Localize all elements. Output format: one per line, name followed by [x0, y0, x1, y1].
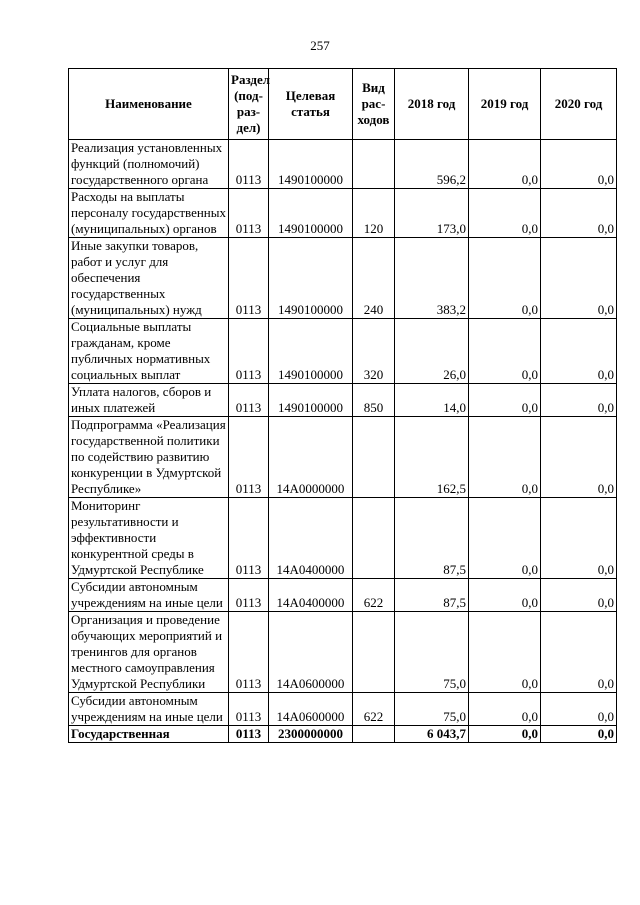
table-row [69, 498, 617, 579]
row-section: 0113 [229, 579, 269, 612]
row-2020: 0,0 [541, 612, 617, 693]
table-row [69, 238, 617, 319]
row-2018: 75,0 [395, 612, 469, 693]
row-2018: 383,2 [395, 238, 469, 319]
row-name: Подпрограмма «Реализация государственной политики по содействию развитию конкуренции в Удмуртской Республике» [69, 417, 229, 498]
table-row [69, 417, 617, 498]
row-name: Реализация установленных функций (полномочий) государственного органа [69, 140, 229, 189]
row-2019: 0,0 [469, 417, 541, 498]
row-name: Социальные выплаты гражданам, кроме публичных нормативных социальных выплат [69, 319, 229, 384]
row-2020: 0,0 [541, 498, 617, 579]
header-expense: Вид рас- ходов [353, 69, 395, 140]
header-2019: 2019 год [469, 69, 541, 140]
row-section: 0113 [229, 693, 269, 726]
row-name: Уплата налогов, сборов и иных платежей [69, 384, 229, 417]
row-2019: 0,0 [469, 612, 541, 693]
row-expense [353, 417, 395, 498]
row-target: 14А0000000 [269, 417, 353, 498]
row-expense: 622 [353, 579, 395, 612]
row-2020: 0,0 [541, 417, 617, 498]
table-row [69, 189, 617, 238]
row-target: 1490100000 [269, 189, 353, 238]
table-row [69, 612, 617, 693]
row-section: 0113 [229, 189, 269, 238]
row-target: 1490100000 [269, 319, 353, 384]
row-expense: 320 [353, 319, 395, 384]
row-2018: 87,5 [395, 498, 469, 579]
table-row [69, 384, 617, 417]
row-2020: 0,0 [541, 140, 617, 189]
row-2019: 0,0 [469, 238, 541, 319]
row-target: 14А0400000 [269, 498, 353, 579]
row-2019: 0,0 [469, 579, 541, 612]
row-2020: 0,0 [541, 579, 617, 612]
row-name: Расходы на выплаты персоналу государственных (муниципальных) органов [69, 189, 229, 238]
budget-table [68, 68, 617, 743]
total-2020: 0,0 [541, 726, 617, 743]
page-number: 257 [310, 38, 330, 53]
row-name: Мониторинг результативности и эффективности конкурентной среды в Удмуртской Республике [69, 498, 229, 579]
row-expense: 120 [353, 189, 395, 238]
row-2019: 0,0 [469, 693, 541, 726]
row-target: 14А0600000 [269, 693, 353, 726]
row-2018: 596,2 [395, 140, 469, 189]
table-row [69, 693, 617, 726]
row-name: Иные закупки товаров, работ и услуг для обеспечения государственных (муниципальных) нужд [69, 238, 229, 319]
row-target: 1490100000 [269, 238, 353, 319]
header-target: Целевая статья [269, 69, 353, 140]
row-expense: 240 [353, 238, 395, 319]
table-header-row [69, 69, 617, 140]
row-2019: 0,0 [469, 498, 541, 579]
row-2018: 173,0 [395, 189, 469, 238]
total-section: 0113 [229, 726, 269, 743]
total-name: Государственная [69, 726, 229, 743]
row-2018: 14,0 [395, 384, 469, 417]
header-name: Наименование [69, 69, 229, 140]
total-row [69, 726, 617, 743]
row-2018: 75,0 [395, 693, 469, 726]
row-2018: 26,0 [395, 319, 469, 384]
row-expense [353, 612, 395, 693]
row-2018: 162,5 [395, 417, 469, 498]
row-section: 0113 [229, 140, 269, 189]
header-2018: 2018 год [395, 69, 469, 140]
row-expense: 622 [353, 693, 395, 726]
row-target: 14А0400000 [269, 579, 353, 612]
row-name: Субсидии автономным учреждениям на иные цели [69, 579, 229, 612]
row-2019: 0,0 [469, 319, 541, 384]
row-target: 1490100000 [269, 140, 353, 189]
row-2020: 0,0 [541, 238, 617, 319]
total-target: 2300000000 [269, 726, 353, 743]
row-target: 1490100000 [269, 384, 353, 417]
row-expense: 850 [353, 384, 395, 417]
row-section: 0113 [229, 238, 269, 319]
row-expense [353, 140, 395, 189]
table-row [69, 140, 617, 189]
table-row [69, 579, 617, 612]
row-section: 0113 [229, 417, 269, 498]
row-name: Организация и проведение обучающих мероприятий и тренингов для органов местного самоуправления Удмуртской Республики [69, 612, 229, 693]
header-2020: 2020 год [541, 69, 617, 140]
row-section: 0113 [229, 384, 269, 417]
total-2019: 0,0 [469, 726, 541, 743]
total-2018: 6 043,7 [395, 726, 469, 743]
row-2020: 0,0 [541, 693, 617, 726]
row-name: Субсидии автономным учреждениям на иные цели [69, 693, 229, 726]
row-2019: 0,0 [469, 189, 541, 238]
total-expense [353, 726, 395, 743]
table-row [69, 319, 617, 384]
row-section: 0113 [229, 498, 269, 579]
row-expense [353, 498, 395, 579]
row-section: 0113 [229, 319, 269, 384]
row-2019: 0,0 [469, 140, 541, 189]
row-2020: 0,0 [541, 189, 617, 238]
row-target: 14А0600000 [269, 612, 353, 693]
row-2020: 0,0 [541, 384, 617, 417]
row-2018: 87,5 [395, 579, 469, 612]
row-2019: 0,0 [469, 384, 541, 417]
row-section: 0113 [229, 612, 269, 693]
row-2020: 0,0 [541, 319, 617, 384]
header-section: Раздел (под- раз- дел) [229, 69, 269, 140]
